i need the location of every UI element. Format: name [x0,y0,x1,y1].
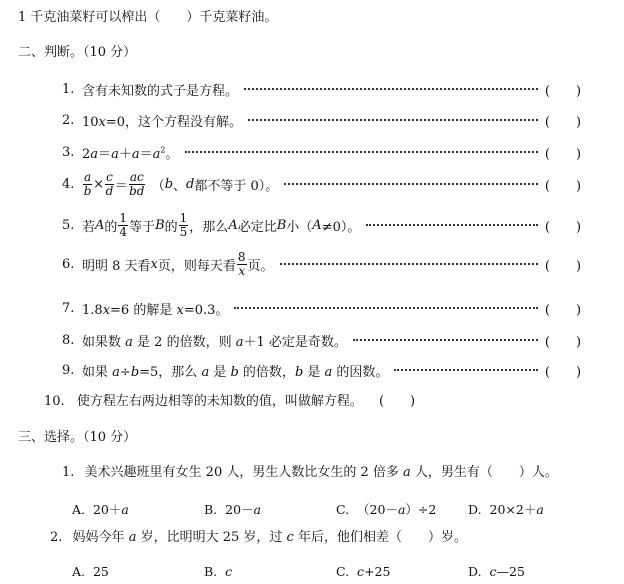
item-number: 4. [62,176,75,192]
item-number: 1. [62,81,75,97]
item-text: $\frac{a}{b}$ × $\frac{c}{d}$ ＝ $\frac{ac}{bd}$ （ b 、 d 都不等于 0）。 [83,169,279,198]
choice-question-2: 2. 妈妈今年 a 岁，比明明大 25 岁，过 c 年后，他们相差（ ）岁。 [50,530,467,545]
judge-item-6 [62,251,582,277]
judge-item-5 [62,212,582,238]
item-text: 若 A 的 $\frac{1}{4}$ 等于 B 的 $\frac{1}{5}$ ，那么 A 必定比 B 小（ A ≠0）。 [82,210,361,239]
answer-blank[interactable]: ( ) [544,334,582,350]
answer-blank[interactable]: ( ) [544,364,582,380]
fraction-c-over-d: $\frac{c}{d}$ [105,169,114,198]
item-number: 5. [62,217,75,233]
judge-item-8 [62,330,582,350]
dotted-leader [248,119,538,121]
item-text: 使方程左右两边相等的未知数的值，叫做解方程。 [76,394,363,409]
item-number: 1. [62,465,75,480]
answer-blank[interactable]: ( ) [544,219,582,235]
fill-blank-question-1: 1 千克油菜籽可以榨出（ ）千克菜籽油。 [18,10,278,25]
judge-item-4 [62,171,582,197]
dotted-leader [280,263,538,265]
item-text: 含有未知数的式子是方程。 [82,83,239,99]
dotted-leader [394,369,538,371]
q2-option-b[interactable]: B. c [204,564,233,579]
answer-blank[interactable]: ( ) [378,394,416,409]
item-number: 10. [44,394,65,409]
q2-option-a[interactable]: A. 25 [72,564,109,579]
fraction-one-fifth: $\frac{1}{5}$ [179,210,188,239]
dotted-leader [234,307,538,309]
item-number: 2. [62,112,75,128]
dotted-leader [284,183,538,185]
answer-blank[interactable]: ( ) [544,178,582,194]
item-text: 1.8x=6 的解是 x=0.3。 [82,302,229,318]
dotted-leader [353,339,538,341]
choice-question-1: 1. 美术兴趣班里有女生 20 人，男生人数比女生的 2 倍多 a 人，男生有（ ）人。 [62,465,558,480]
item-number: 9. [62,362,75,378]
judge-item-2 [62,110,582,130]
q1-option-d[interactable]: D. 20×2＋a [468,502,544,517]
judge-item-3 [62,142,582,162]
q2-option-c[interactable]: C. c+25 [336,564,391,579]
item-text: $2a=a+a=a^2$。 [82,145,179,162]
item-number: 2. [50,530,63,545]
judge-item-10 [44,394,415,410]
item-number: 6. [62,256,75,272]
item-number: 8. [62,332,75,348]
q1-option-b[interactable]: B. 20－a [204,502,261,517]
item-text: 10x=0，这个方程没有解。 [82,114,243,130]
fraction-8-over-x: $\frac{8}{x}$ [237,249,246,278]
item-number: 3. [62,144,75,160]
judge-item-9 [62,360,582,380]
q1-option-a[interactable]: A. 20＋a [72,502,129,517]
judge-item-1 [62,79,582,99]
q2-option-d[interactable]: D. c—25 [468,564,525,579]
dotted-leader [185,151,539,153]
dotted-leader [244,88,538,90]
item-text: 明明 8 天看 x 页，则每天看 $\frac{8}{x}$ 页。 [82,249,274,278]
judge-item-7 [62,298,582,318]
fraction-ac-over-bd: $\frac{ac}{bd}$ [129,169,145,198]
answer-blank[interactable]: ( ) [544,114,582,130]
item-text: 如果 a÷b=5，那么 a 是 b 的倍数，b 是 a 的因数。 [82,364,389,380]
fraction-a-over-b: $\frac{a}{b}$ [83,169,92,198]
section-heading-judge: 二、判断。（10 分） [18,45,137,60]
answer-blank[interactable]: ( ) [544,83,582,99]
answer-blank[interactable]: ( ) [544,146,582,162]
answer-blank[interactable]: ( ) [544,302,582,318]
q1-option-c[interactable]: C. （20－a）÷2 [336,502,437,517]
answer-blank[interactable]: ( ) [544,258,582,274]
section-heading-choice: 三、选择。（10 分） [18,430,137,445]
item-number: 7. [62,300,75,316]
item-text: 如果数 a 是 2 的倍数，则 a＋1 必定是奇数。 [82,334,347,350]
fraction-one-quarter: $\frac{1}{4}$ [119,210,128,239]
dotted-leader [366,224,538,226]
